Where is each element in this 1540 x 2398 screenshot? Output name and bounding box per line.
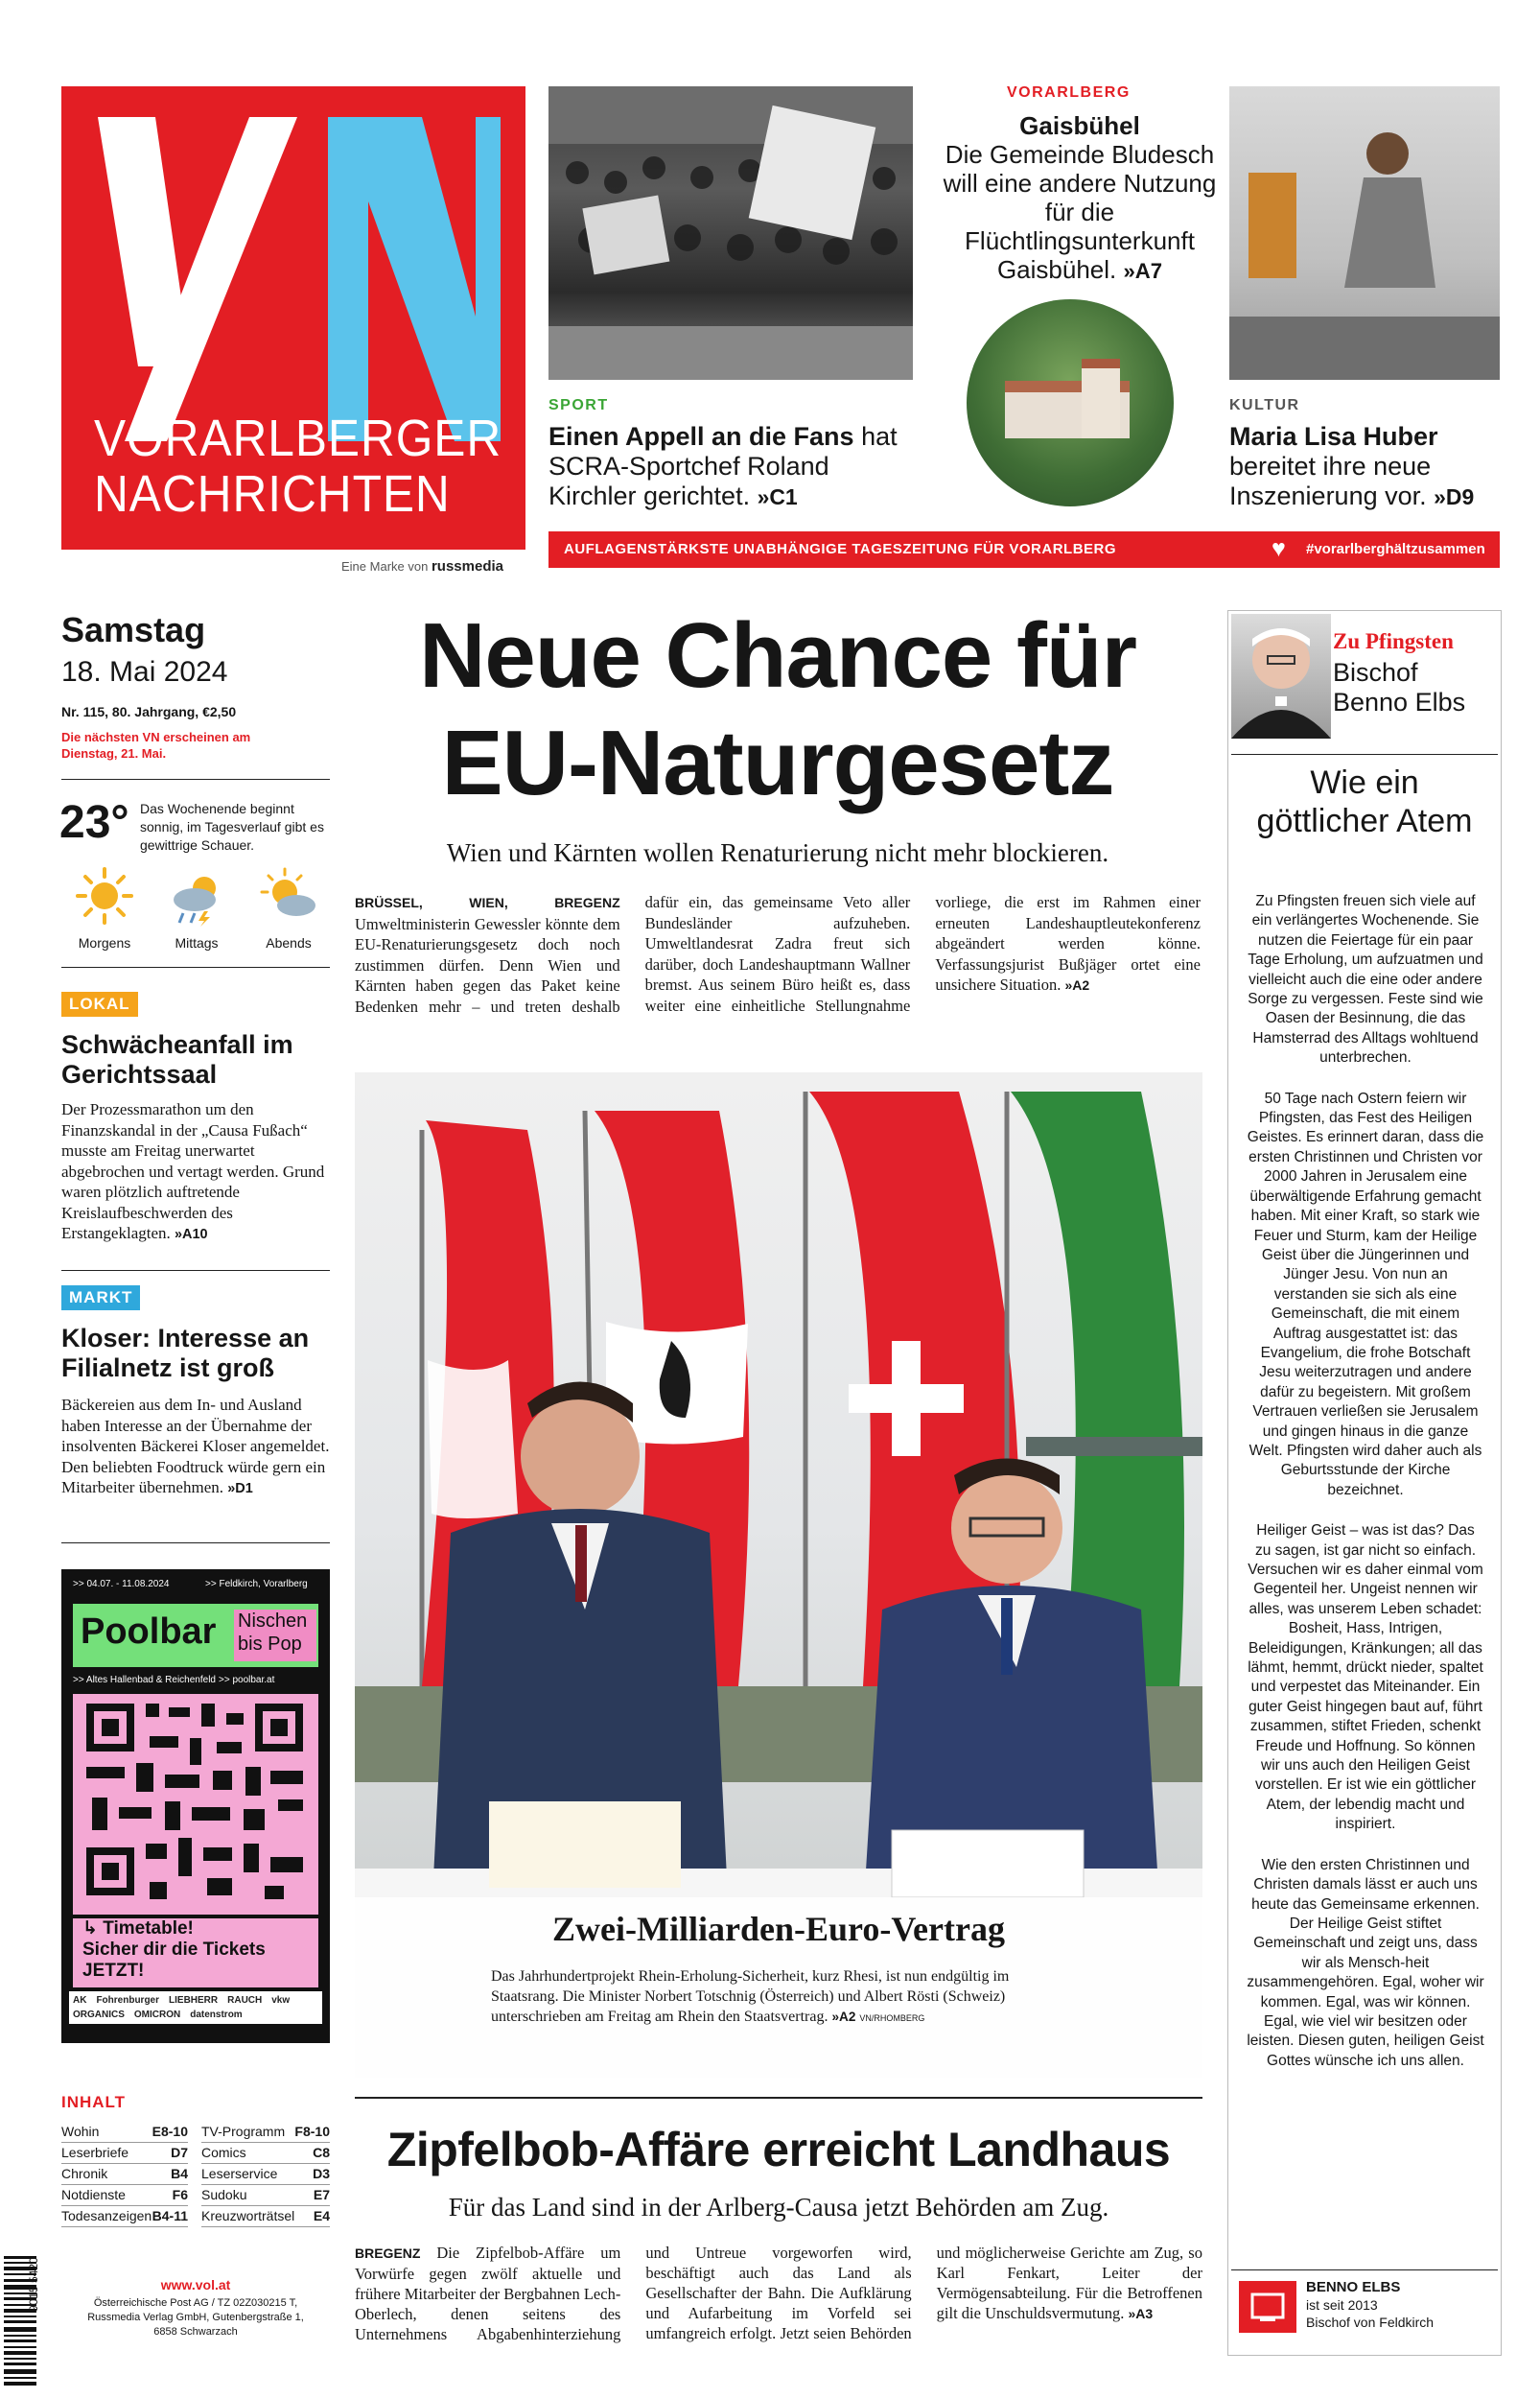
ad-slogan-line1: Nischen <box>238 1610 308 1632</box>
sun-icon <box>74 865 135 927</box>
contents-label: Leserservice <box>201 2166 278 2181</box>
contents-row[interactable] <box>201 2206 330 2227</box>
contents-left <box>61 2122 188 2227</box>
ad-logo-box <box>73 1604 318 1667</box>
weather-label-noon: Mittags <box>175 935 219 951</box>
teaser-kultur-category: KULTUR <box>1229 397 1300 413</box>
contents-page: B4-11 <box>152 2208 188 2223</box>
sponsor-logo: ORGANICS <box>73 2010 125 2020</box>
column-paragraph: Heiliger Geist – was ist das? Das zu sagen, ist gar nicht so einfach. Versuchen wir es daher einmal vom Gegenteil her. Ungeist nennen wir alles, was unserem Leben schadet: Bosheit, Hass, Intrigen, Beleidigungen, Kränkungen; all das lähmt, hemmt, drückt nieder, spaltet und verpestet das Miteinander. Ein guter Geist hingegen baut auf, führt zusammen, stiftet Frieden, schenkt Freude und Hoffnung. So können wir uns auch den Heiligen Geist vorstellen. Er ist wie ein göttlicher Atem, der lebendig macht und inspiriert. <box>1248 1522 1483 1833</box>
photo-headline[interactable]: Zwei-Milliarden-Euro-Vertrag <box>552 1910 1005 1948</box>
ad-dates: >> 04.07. - 11.08.2024 <box>73 1579 170 1589</box>
qr-code-icon <box>73 1694 318 1915</box>
column-kicker: Zu Pfingsten <box>1333 629 1454 653</box>
barcode <box>4 2256 54 2390</box>
contents-page: F8-10 <box>294 2124 330 2139</box>
portrait-icon <box>1231 614 1331 739</box>
photo-caption-text: Das Jahrhundertprojekt Rhein-Erholung-Sicherheit, kurz Rhesi, ist nun endgültig im Staatsrang. Die Minister Norbert Totschnig (Österreich) und Albert Rösti (Schweiz) unterschrieben am Freitag am Rhein den Staatsvertrag. <box>491 1968 1010 2025</box>
contents-page: E8-10 <box>152 2124 188 2139</box>
brand-note <box>341 558 503 575</box>
teaser-sport-rest: hat SCRA-Sportchef Roland Kirchler gerichtet. <box>548 422 898 510</box>
sponsor-logo: Fohrenburger <box>96 1995 160 2006</box>
ad-sponsors <box>69 1991 322 2024</box>
sponsor-logo: RAUCH <box>227 1995 263 2006</box>
contents-page: F6 <box>172 2187 188 2202</box>
contents-label: Notdienste <box>61 2187 126 2202</box>
weather-evening <box>245 865 332 951</box>
contents-label: Comics <box>201 2145 246 2160</box>
contents-title: INHALT <box>61 2093 127 2111</box>
divider <box>61 967 330 968</box>
second-body <box>355 2243 1202 2362</box>
ad-pink-panel <box>73 1694 318 1915</box>
sport-photo[interactable] <box>548 86 913 380</box>
teaser-sport-headline[interactable] <box>548 422 913 512</box>
teaser-vorarlberg-category: VORARLBERG <box>1007 84 1131 101</box>
sponsor-logo: datenstrom <box>190 2010 243 2020</box>
column-footer <box>1306 2279 1434 2331</box>
teaser-vorarlberg-ref: »A7 <box>1123 259 1163 283</box>
lokal-body <box>61 1099 330 1246</box>
brand-note-text: Eine Marke von <box>341 559 429 574</box>
column-paragraph: Zu Pfingsten freuen sich viele auf ein verlängertes Wochenende. Sie nutzen die Feiertage für ein paar Tage Erholung, um aufzuatmen und vielleicht auch die eine oder andere Sorge zu vergessen. Feste sind wie Oasen der Besinnung, die das Hamsterrad des Alltags wohltuend unterbrechen. <box>1248 893 1483 1067</box>
contents-page: B4 <box>171 2166 188 2181</box>
teaser-vorarlberg-title: Gaisbühel <box>1019 111 1140 140</box>
contents-row[interactable] <box>61 2164 188 2185</box>
ad-cta-line3: JETZT! <box>82 1961 145 1981</box>
lead-headline-line2: EU-Naturgesetz <box>441 712 1114 814</box>
teaser-vorarlberg-body: Die Gemeinde Bludesch will eine andere Nutzung für die Flüchtlingsunterkunft Gaisbühel. <box>943 140 1217 284</box>
contents-label: Leserbriefe <box>61 2145 129 2160</box>
column-title[interactable]: Wie ein göttlicher Atem <box>1256 764 1473 839</box>
contents-page: D3 <box>313 2166 330 2181</box>
markt-text: Bäckereien aus dem In- und Ausland haben Interesse an der Übernahme der insolventen Bäckerei Kloser angemeldet. Den beliebten Foodtruck würde gern ein Mitarbeiter übernehmen. <box>61 1396 330 1496</box>
column-author-line2: Benno Elbs <box>1333 688 1466 717</box>
weather-label-morning: Morgens <box>78 935 131 951</box>
weather-text: Das Wochenende beginnt sonnig, im Tagesverlauf gibt es gewittrige Schauer. <box>140 801 324 853</box>
photo-ref[interactable]: »A2 <box>831 2010 856 2024</box>
sponsor-logo: LIEBHERR <box>169 1995 219 2006</box>
sun-cloud-icon <box>258 865 319 927</box>
lokal-headline[interactable]: Schwächeanfall im Gerichtssaal <box>61 1030 293 1089</box>
divider <box>1231 754 1498 755</box>
footer-url[interactable]: www.vol.at <box>160 2277 231 2292</box>
lokal-ref: »A10 <box>175 1227 208 1242</box>
ad-logo: Poolbar <box>81 1611 217 1652</box>
weather-morning <box>61 865 148 951</box>
ad-slogan <box>234 1610 316 1661</box>
markt-headline[interactable]: Kloser: Interesse an Filialnetz ist groß <box>61 1324 310 1382</box>
lead-dateline: BRÜSSEL, WIEN, BREGENZ <box>355 895 620 910</box>
barcode-number: 9015 5420 <box>27 2257 40 2312</box>
second-text: Die Zipfelbob-Affäre um Vorwürfe gegen zwölf aktuelle und frühere Mitarbeiter der Bergbahnen Lech-Oberlech, denen seitens des Unternehmens Abgabenhinterziehung und Untreue vorgeworfen wird, beschäftigt auch das Land als Gesellschafter der Bahn. Die Aufklärung und Aufarbeitung im Vorfeld sei umfangreich erfolgt. Jetzt seien Behörden und möglicherweise Gerichte am Zug, so Karl Fenkart, Leiter der Vermögensabteilung. Für die Betroffenen gilt die Unschuldsvermutung. <box>355 2244 1202 2343</box>
lead-headline[interactable] <box>355 602 1201 817</box>
contents-label: Sudoku <box>201 2187 247 2202</box>
weather-label-evening: Abends <box>266 935 312 951</box>
sponsor-logo: OMICRON <box>133 2010 181 2020</box>
issue-info: Nr. 115, 80. Jahrgang, €2,50 <box>61 704 237 719</box>
lead-body <box>355 892 1201 1023</box>
column-author-photo <box>1231 614 1331 739</box>
mail-icon-box[interactable] <box>1239 2281 1296 2333</box>
ad-cta-line2: Sicher dir die Tickets <box>82 1940 266 1960</box>
lead-text: Umweltministerin Gewessler könnte dem EU-Renaturierungsgesetz doch noch zustimmen dürfen. Denn Wien und Kärnten haben gegen das Paket keine Bedenken mehr – und treten deshalb dafür ein, das gemeinsame Veto aller Bundesländer aufzuheben. Umweltlandesrat Zadra freut sich darüber, doch Landeshauptmann Wallner bremst. Aus seinem Büro heißt es, dass weiter eine einheitliche Stellungnahme vorliege, die erst im Rahmen einer erneuten Landeshauptleutekonferenz abgeändert werden könne. Verfassungsjurist Bußjäger ortet eine unsichere Situation. <box>355 893 1201 1016</box>
contents-page: E4 <box>313 2208 330 2223</box>
ad-url: >> poolbar.at <box>219 1675 275 1685</box>
contents-label: Todesanzeigen <box>61 2208 152 2223</box>
gaisbuehel-photo[interactable] <box>967 299 1174 506</box>
lokal-tag: LOKAL <box>61 992 138 1017</box>
divider <box>1231 2269 1498 2270</box>
contents-row[interactable] <box>61 2122 188 2143</box>
column-footer-name: BENNO ELBS <box>1306 2279 1401 2295</box>
lead-subheadline: Wien und Kärnten wollen Renaturierung nicht mehr blockieren. <box>446 838 1109 867</box>
ad-cta-line1: ↳ Timetable! <box>82 1918 194 1939</box>
weather-noon <box>153 865 240 951</box>
teaser-sport-category: SPORT <box>548 397 609 413</box>
markt-ref: »D1 <box>227 1481 253 1496</box>
sponsor-logo: AK <box>73 1995 87 2006</box>
contents-page: D7 <box>171 2145 188 2160</box>
slogan-banner <box>548 531 1500 568</box>
photo-caption <box>491 1966 1072 2029</box>
column-body <box>1247 892 1484 2071</box>
footer-imprint: Österreichische Post AG / TZ 02Z030215 T, Russmedia Verlag GmbH, Gutenbergstraße 1, 6858 Schwarzach <box>87 2297 304 2338</box>
hashtag-text[interactable]: #vorarlberghältzusammen <box>1306 541 1485 557</box>
masthead-name-line1: VORARLBERGER <box>94 410 502 467</box>
teaser-sport-bold: Einen Appell an die Fans <box>548 422 854 451</box>
contents-page: C8 <box>313 2145 330 2160</box>
second-subheadline: Für das Land sind in der Arlberg-Causa jetzt Behörden am Zug. <box>448 2193 1109 2222</box>
main-photo[interactable] <box>355 1072 1202 2078</box>
teaser-vorarlberg-text[interactable] <box>938 111 1222 286</box>
ad-venue: >> Altes Hallenbad & Reichenfeld <box>73 1675 216 1685</box>
contents-row[interactable] <box>61 2185 188 2206</box>
brand-name: russmedia <box>431 558 503 575</box>
contents-label: Chronik <box>61 2166 108 2181</box>
contents-label: Kreuzworträtsel <box>201 2208 295 2223</box>
column-footer-line1: ist seit 2013 <box>1306 2297 1378 2313</box>
contents-row[interactable] <box>61 2143 188 2164</box>
teaser-kultur-bold: Maria Lisa Huber <box>1229 422 1438 451</box>
contents-right <box>201 2122 330 2227</box>
column-paragraph: 50 Tage nach Ostern feiern wir Pfingsten, das Fest des Heiligen Geistes. Es erinnert daran, dass die ersten Christinnen und Christen vor 2000 Jahren in Jerusalem eine überwältigende Erfahrung gemacht haben. Mit einer Kraft, so stark wie Feuer und Sturm, kam der Heilige Geist über die Jüngerinnen und Jünger Jesu. Von nun an verstanden sie sich als eine Gemeinschaft, die mit einem Auftrag ausgestattet ist: das Evangelium, die frohe Botschaft Jesu weiterzutragen und andere dafür zu begeistern. Mit großem Vertrauen verließen sie Jerusalem und gingen hinaus in die ganze Welt. Pfingsten wird daher auch als Geburtsstunde der Kirche bezeichnet. <box>1247 1090 1484 1498</box>
markt-tag: MARKT <box>61 1285 140 1310</box>
second-headline[interactable]: Zipfelbob-Affäre erreicht Landhaus <box>386 2123 1171 2176</box>
thunder-shower-icon <box>166 865 227 927</box>
divider <box>61 779 330 780</box>
fans-crowd-icon <box>548 86 913 380</box>
contents-row[interactable] <box>61 2206 188 2227</box>
column-author <box>1333 658 1465 717</box>
date: 18. Mai 2024 <box>61 656 228 688</box>
performer-icon <box>1229 86 1500 380</box>
banner-text: AUFLAGENSTÄRKSTE UNABHÄNGIGE TAGESZEITUNG FÜR VORARLBERG <box>564 541 1117 557</box>
photo-credit: VN/RHOMBERG <box>859 2013 925 2023</box>
mail-icon <box>1239 2281 1296 2333</box>
building-icon <box>967 299 1174 506</box>
teaser-kultur-headline[interactable] <box>1229 422 1507 512</box>
lokal-text: Der Prozessmarathon um den Finanzskandal in der „Causa Fußach“ musste am Freitag unerwartet abgebrochen und vertagt werden. Grund waren plötzlich auftretende Kreislaufbeschwerden des Erstangeklagten. <box>61 1100 325 1242</box>
teaser-kultur-ref: »D9 <box>1434 484 1475 509</box>
lead-headline-line1: Neue Chance für <box>419 604 1136 707</box>
sponsor-logo: vkw <box>271 1995 291 2006</box>
contents-page: E7 <box>313 2187 330 2202</box>
column-footer-line2: Bischof von Feldkirch <box>1306 2315 1435 2330</box>
second-ref[interactable]: »A3 <box>1128 2306 1154 2321</box>
teaser-sport-ref: »C1 <box>757 484 798 509</box>
column-paragraph: Wie den ersten Christinnen und Christen damals lässt er auch uns heute das Gemeinsame erkennen. Der Heilige Geist stiftet Gemeinschaft und zeigt uns, dass wir als Mensch-heit zusammengehören. Egal, woher wir kommen. Egal, was wir können. Egal, wie viel wir besitzen oder leisten. Diesen guten, heiligen Geist Gottes wünsche ich uns allen. <box>1247 1856 1484 2069</box>
masthead-logo[interactable] <box>61 86 525 550</box>
divider <box>355 2097 1202 2099</box>
divider <box>61 1270 330 1271</box>
contents-row[interactable] <box>201 2122 330 2143</box>
contents-label: TV-Programm <box>201 2124 286 2139</box>
contents-row[interactable] <box>201 2185 330 2206</box>
contents-row[interactable] <box>201 2164 330 2185</box>
lead-ref[interactable]: »A2 <box>1064 977 1090 993</box>
ad-location: >> Feldkirch, Vorarlberg <box>205 1579 308 1589</box>
masthead-name-line2: NACHRICHTEN <box>94 465 451 523</box>
ad-cta[interactable] <box>73 1918 318 1987</box>
markt-body <box>61 1395 330 1500</box>
heart-icon: ♥ <box>1272 535 1286 562</box>
column-author-line1: Bischof <box>1333 658 1418 687</box>
contents-row[interactable] <box>201 2143 330 2164</box>
next-issue: Die nächsten VN erscheinen am Dienstag, 21. Mai. <box>61 730 251 761</box>
kultur-photo[interactable] <box>1229 86 1500 380</box>
ad-slogan-line2: bis Pop <box>238 1634 302 1655</box>
teaser-kultur-rest: bereitet ihre neue Inszenierung vor. <box>1229 452 1432 510</box>
second-dateline: BREGENZ <box>355 2245 421 2261</box>
divider <box>61 1542 330 1543</box>
temperature: 23° <box>59 797 129 848</box>
poolbar-ad[interactable] <box>61 1569 330 2043</box>
contents-label: Wohin <box>61 2124 100 2139</box>
weekday: Samstag <box>61 610 206 649</box>
